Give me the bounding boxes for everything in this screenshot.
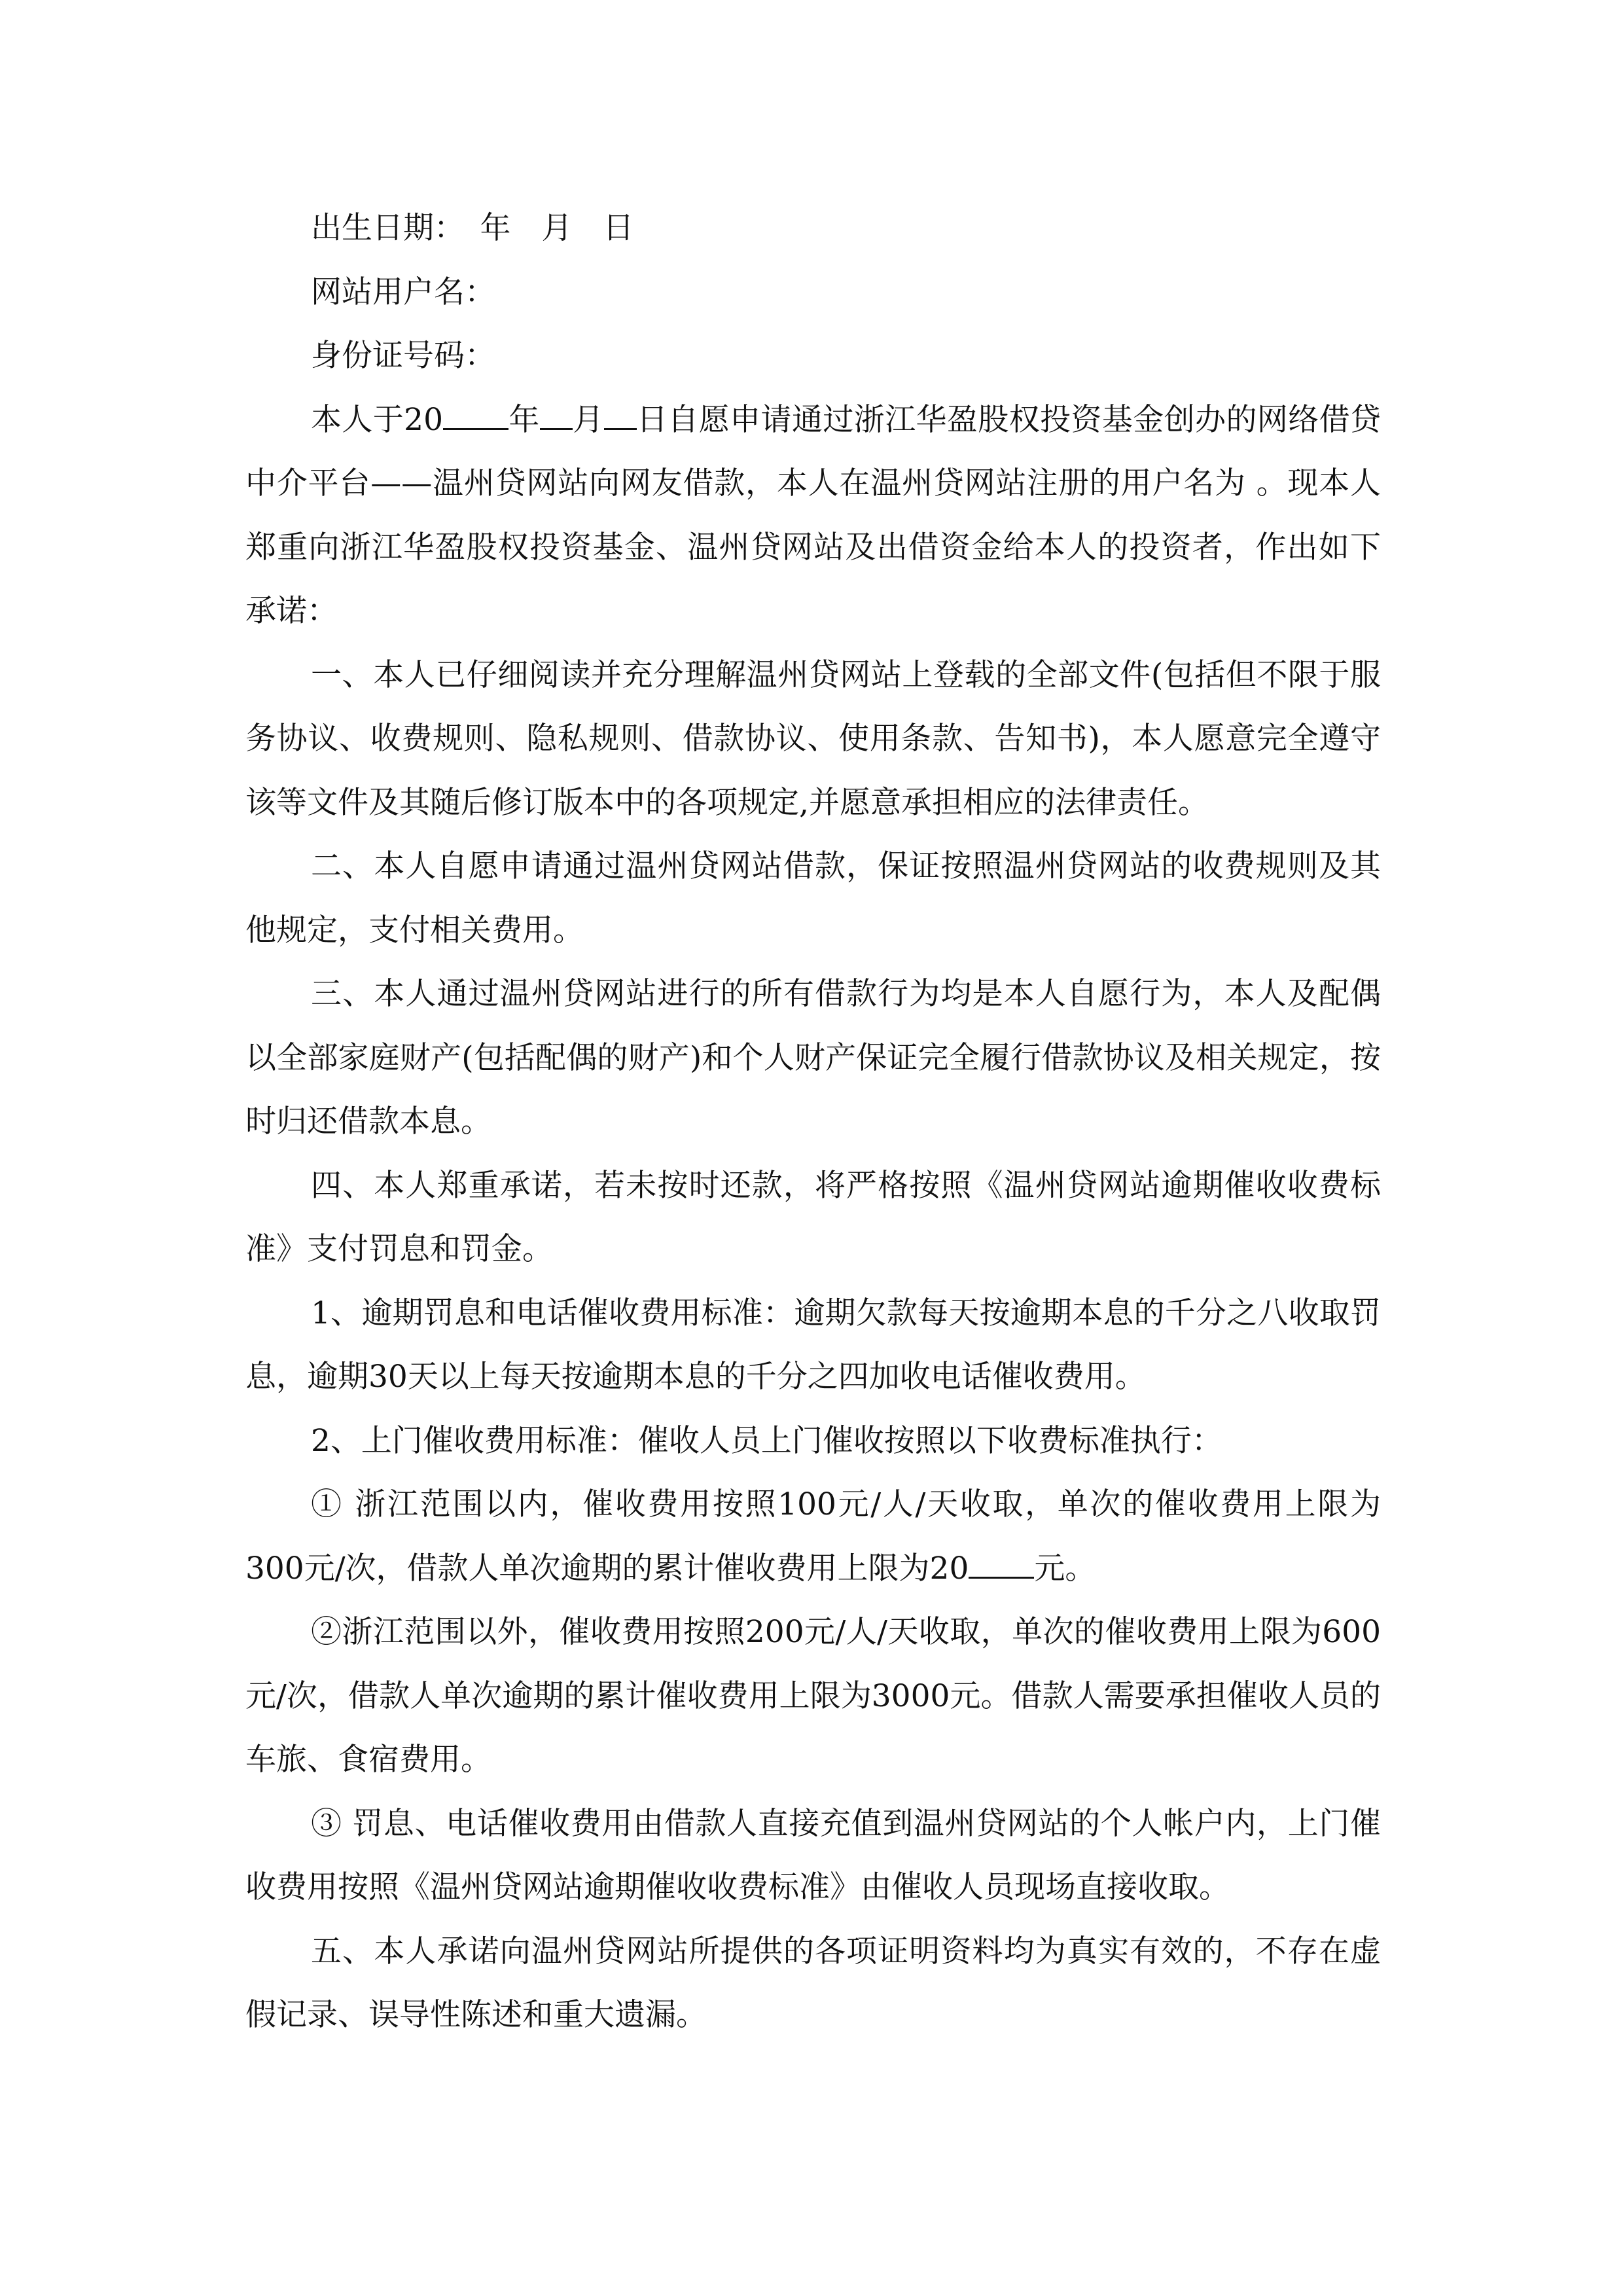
intro-paragraph (245, 388, 1381, 643)
month-blank (540, 402, 573, 430)
intro-text-1: 本人于20 (311, 401, 443, 438)
document-body (245, 196, 1381, 2047)
clause-2: 二、本人自愿申请通过温州贷网站借款，保证按照温州贷网站的收费规则及其他规定，支付相关费用。 (245, 848, 1381, 948)
birth-date-field: 出生日期： 年 月 日 (311, 210, 634, 246)
sub-clause-1: 1、逾期罚息和电话催收费用标准：逾期欠款每天按逾期本息的千分之八收取罚息，逾期30天以上每天按逾期本息的千分之四加收电话催收费用。 (245, 1295, 1381, 1395)
sub-clause-2a-text-1: ① 浙江范围以内，催收费用按照100元/人/天收取，单次的催收费用上限为300元/次，借款人单次逾期的累计催收费用上限为20 (245, 1486, 1381, 1587)
sub-clause-2a-text-2: 元。 (1034, 1550, 1096, 1587)
clause-1: 一、本人已仔细阅读并充分理解温州贷网站上登载的全部文件(包括但不限于服务协议、收费规则、隐私规则、借款协议、使用条款、告知书)，本人愿意完全遵守该等文件及其随后修订版本中的各项规定,并愿意承担相应的法律责任。 (245, 656, 1381, 821)
intro-text-3: 月 (572, 401, 604, 438)
username-field: 网站用户名： (311, 274, 495, 310)
intro-text-2: 年 (508, 401, 540, 438)
clause-4: 四、本人郑重承诺，若未按时还款，将严格按照《温州贷网站逾期催收收费标准》支付罚息和罚金。 (245, 1167, 1381, 1267)
id-number-field: 身份证号码： (311, 338, 495, 374)
sub-clause-2a (245, 1473, 1381, 1600)
clause-3: 三、本人通过温州贷网站进行的所有借款行为均是本人自愿行为，本人及配偶以全部家庭财产(包括配偶的财产)和个人财产保证完全履行借款协议及相关规定，按时归还借款本息。 (245, 976, 1381, 1139)
day-blank (604, 402, 637, 430)
year-blank (443, 402, 508, 430)
sub-clause-2: 2、上门催收费用标准：催收人员上门催收按照以下收费标准执行： (311, 1422, 1222, 1459)
amount-blank (969, 1551, 1034, 1579)
sub-clause-2b: ②浙江范围以外，催收费用按照200元/人/天收取，单次的催收费用上限为600元/次，借款人单次逾期的累计催收费用上限为3000元。借款人需要承担催收人员的车旅、食宿费用。 (245, 1614, 1381, 1778)
clause-5: 五、本人承诺向温州贷网站所提供的各项证明资料均为真实有效的，不存在虚假记录、误导性陈述和重大遗漏。 (245, 1933, 1381, 2033)
intro-text-4: 日自愿申请通过浙江华盈股权投资基金创办的网络借贷中介平台——温州贷网站向网友借款，本人在温州贷网站注册的用户名为 。现本人郑重向浙江华盈股权投资基金、温州贷网站及出借资金给本人的投资者，作出如下承诺： (245, 401, 1382, 629)
sub-clause-2c: ③ 罚息、电话催收费用由借款人直接充值到温州贷网站的个人帐户内，上门催收费用按照《温州贷网站逾期催收收费标准》由催收人员现场直接收取。 (245, 1805, 1381, 1905)
